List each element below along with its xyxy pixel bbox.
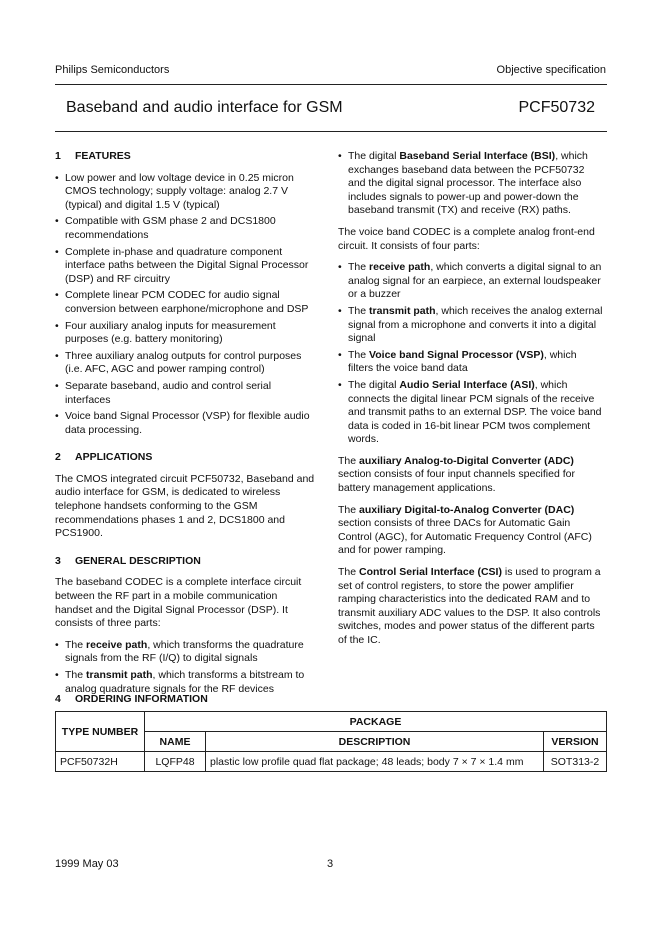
list-item: • Low power and low voltage device in 0.25 micron CMOS technology; supply voltage: analog 2.7 V (typical) and digital 1.5 V (typical) (55, 172, 316, 213)
spec-type: Objective specification (496, 64, 606, 76)
list-item: • Compatible with GSM phase 2 and DCS1800 recommendations (55, 215, 316, 242)
list-item: • Complete linear PCM CODEC for audio signal conversion between earphone/microphone and DSP (55, 289, 316, 316)
general-description-heading: 3 GENERAL DESCRIPTION (55, 554, 201, 567)
features-list (55, 172, 316, 438)
dac-paragraph: The auxiliary Digital-to-Analog Converter (DAC) section consists of three DACs for Automatic Gain Control (AGC), for Automatic Frequency Control (AFC) and for power ramping. (338, 503, 592, 557)
list-item: • The transmit path, which receives the analog external signal from a microphone and converts it into a digital signal (338, 305, 604, 346)
title-rule (55, 131, 607, 132)
left-column (55, 146, 316, 704)
list-item: • The digital Audio Serial Interface (ASI), which connects the digital linear PCM signals of the receive and transmit paths to an external DSP. The voice band data is coded in 16-bit linear PCM twos complement words. (338, 379, 604, 447)
list-item: • The receive path, which transforms the quadrature signals from the RF (I/Q) to digital signals (55, 639, 316, 666)
list-item: • Three auxiliary analog outputs for control purposes (i.e. AFC, AGC and power ramping control) (55, 350, 316, 377)
package-header: PACKAGE (145, 712, 607, 732)
name-cell: LQFP48 (145, 752, 206, 772)
description-cell: plastic low profile quad flat package; 48 leads; body 7 × 7 × 1.4 mm (206, 752, 544, 772)
version-cell: SOT313-2 (544, 752, 607, 772)
baseband-parts-list (55, 639, 316, 696)
list-item: • Four auxiliary analog inputs for measurement purposes (e.g. battery monitoring) (55, 320, 316, 347)
header-rule (55, 84, 607, 85)
features-heading: 1 FEATURES (55, 150, 131, 162)
general-intro: The baseband CODEC is a complete interface circuit between the RF part in a mobile communication handset and the Digital Signal Processor (DSP). It consists of three parts: (55, 576, 302, 630)
applications-text: The CMOS integrated circuit PCF50732, Baseband and audio interface for GSM, is dedicated to wireless telephone handsets conforming to the GSM recommendations phases 1 and 2, DCS1800 and PCS1900. (55, 472, 315, 540)
footer-date: 1999 May 03 (55, 858, 119, 870)
bsi-list (338, 150, 604, 218)
name-header: NAME (145, 732, 206, 752)
page-number: 3 (327, 858, 334, 870)
version-header: VERSION (544, 732, 607, 752)
list-item: • The Voice band Signal Processor (VSP), which filters the voice band data (338, 349, 604, 376)
voice-parts-list (338, 261, 604, 447)
list-item: • Separate baseband, audio and control serial interfaces (55, 380, 316, 407)
csi-paragraph: The Control Serial Interface (CSI) is used to program a set of control registers, to store the power amplifier ramping characteristics into the dedicated RAM and to transmit auxiliary ADC values to the DSP. It also controls switches, modes and power status of the different parts of the IC. (338, 566, 601, 646)
ordering-heading: 4 ORDERING INFORMATION (55, 693, 208, 705)
right-column (338, 150, 604, 656)
part-number: PCF50732 (518, 99, 595, 116)
list-item: • The receive path, which converts a digital signal to an analog signal for an earpiece, an external loudspeaker or a buzzer (338, 261, 604, 302)
list-item: • The digital Baseband Serial Interface (BSI), which exchanges baseband data between the PCF50732 and the digital signal processor. The interface also includes signals to power-up and power-down the baseband transmit (TX) and receive (RX) paths. (338, 150, 604, 218)
type-number-header: TYPE NUMBER (56, 712, 145, 752)
document-title: Baseband and audio interface for GSM (66, 99, 343, 116)
list-item: • Voice band Signal Processor (VSP) for flexible audio data processing. (55, 410, 316, 437)
company-name: Philips Semiconductors (55, 64, 170, 76)
table-row (56, 752, 607, 772)
applications-heading: 2 APPLICATIONS (55, 451, 153, 464)
description-header: DESCRIPTION (206, 732, 544, 752)
type-cell: PCF50732H (56, 752, 145, 772)
adc-paragraph: The auxiliary Analog-to-Digital Converter (ADC) section consists of four input channels specified for battery management applications. (338, 454, 575, 495)
list-item: • Complete in-phase and quadrature component interface paths between the Digital Signal Processor (DSP) and RF circuitry (55, 246, 316, 287)
voice-band-intro: The voice band CODEC is a complete analog front-end circuit. It consists of four parts: (338, 225, 595, 252)
list-item: • The transmit path, which transforms a bitstream to analog quadrature signals for the RF devices (55, 669, 316, 696)
ordering-table (55, 711, 607, 772)
